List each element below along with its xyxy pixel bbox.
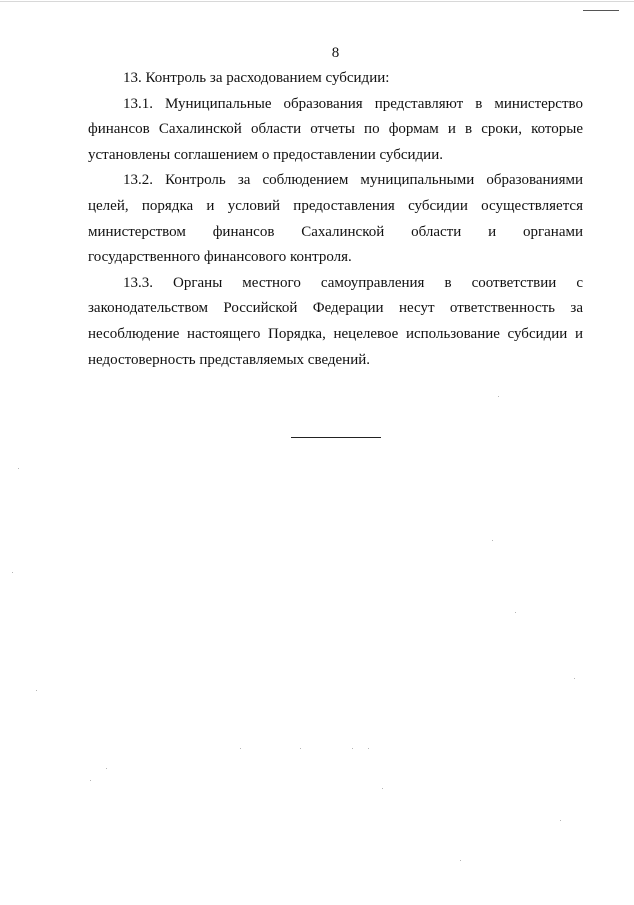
scan-speck	[18, 468, 19, 469]
paragraph-13-2: 13.2. Контроль за соблюдением муниципальными образованиями целей, порядка и условий предоставления субсидии осуществляется министерством финансов Сахалинской области и органами государственного финансового контроля.	[88, 172, 583, 266]
scan-speck	[515, 612, 516, 613]
scan-speck	[90, 780, 91, 781]
scan-edge-line	[0, 1, 634, 2]
page-number: 8	[331, 45, 340, 61]
paragraph-13-1: 13.1. Муниципальные образования представляют в министерство финансов Сахалинской области отчеты по формам и в сроки, которые установлены соглашением о предоставлении субсидии.	[88, 95, 583, 163]
scan-speck	[382, 788, 383, 789]
scan-speck	[492, 540, 493, 541]
scan-speck	[240, 748, 241, 749]
end-separator-line	[291, 437, 381, 438]
section-heading: 13. Контроль за расходованием субсидии:	[123, 70, 390, 86]
scan-speck	[460, 860, 461, 861]
scan-speck	[352, 748, 353, 749]
scan-speck	[36, 690, 37, 691]
scan-speck	[560, 820, 561, 821]
corner-mark	[583, 10, 619, 11]
paragraph-13-3: 13.3. Органы местного самоуправления в соответствии с законодательством Российской Федерации несут ответственность за несоблюдение настоящего Порядка, нецелевое использование субсидии и недостоверность представляемых сведений.	[88, 274, 583, 368]
scan-speck	[106, 768, 107, 769]
scan-speck	[368, 748, 369, 749]
scan-speck	[498, 396, 499, 397]
document-body	[88, 66, 583, 373]
scan-speck	[300, 748, 301, 749]
scan-speck	[574, 678, 575, 679]
scan-speck	[12, 572, 13, 573]
